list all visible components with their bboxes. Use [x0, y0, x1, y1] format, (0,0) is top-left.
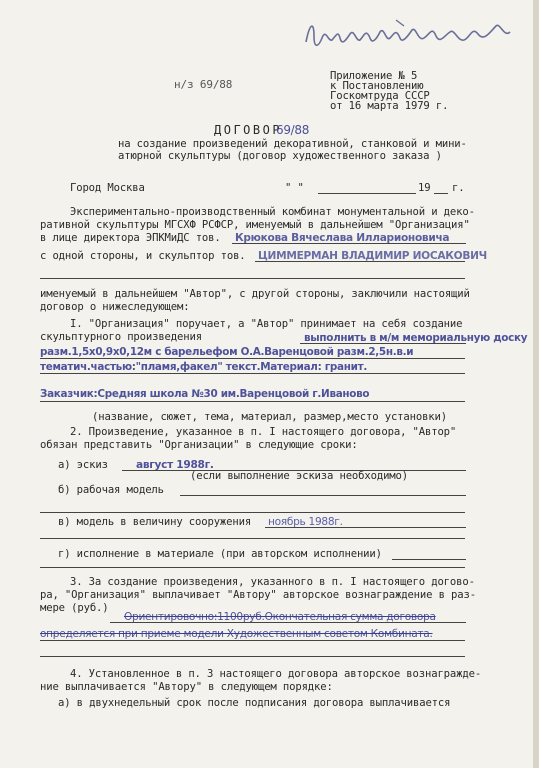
appendix-line-4: от 16 марта 1979 г. — [330, 100, 449, 112]
section-4-item-a: а) в двухнедельный срок после подписания договора выплачивается — [58, 697, 451, 709]
material-execution-line-2 — [40, 567, 465, 568]
preamble-line-5: именуемый в дальнейшем "Автор", с другой стороны, заключили настоящий — [40, 288, 470, 300]
sculptor-name: ЦИММЕРМАН ВЛАДИМИР ИОСАКОВИЧ — [258, 250, 487, 262]
section-2-line-2: обязан представить "Организации" в следующие сроки: — [40, 439, 358, 451]
section-1-caption: (название, сюжет, тема, материал, размер,место установки) — [92, 411, 447, 423]
fee-line-2 — [40, 640, 465, 641]
preamble-line-6: договор о нижеследующем: — [40, 301, 190, 313]
fee-amount-line-2: определяется при приеме модели Художественным советом Комбината. — [40, 628, 433, 640]
sculptor-line-2 — [40, 278, 465, 279]
material-execution-label: г) исполнение в материале (при авторском исполнении) — [58, 548, 382, 560]
full-size-model-line — [265, 527, 466, 528]
preamble-line-3: в лице директора ЭПКМиДС тов. — [40, 232, 221, 244]
contract-number: 69/88 — [276, 123, 310, 137]
fee-line-1 — [110, 622, 466, 623]
city-label: Город Москва — [70, 182, 145, 194]
subtitle-line-1: на создание произведений декоративной, станковой и мини- — [118, 138, 467, 150]
working-model-line-2 — [40, 512, 465, 513]
director-name: Крюкова Вячеслава Илларионовича — [235, 232, 450, 244]
fee-line-3 — [40, 656, 465, 657]
work-description-1: выполнить в м/м мемориальную доску — [304, 332, 528, 344]
year-blank-line — [434, 193, 448, 194]
work-line-2 — [40, 358, 465, 359]
sculptor-line — [255, 261, 465, 262]
full-size-model-line-2 — [40, 538, 465, 539]
material-execution-line — [392, 559, 466, 560]
work-line-3 — [40, 373, 465, 374]
reference-number: н/з 69/88 — [174, 78, 233, 91]
sketch-deadline: август 1988г. — [136, 459, 214, 471]
full-size-model-label: в) модель в величину сооружения — [58, 516, 252, 528]
date-quote: " " — [285, 182, 304, 194]
sketch-note: (если выполнение эскиза необходимо) — [190, 470, 408, 482]
work-line-1 — [300, 343, 466, 344]
date-blank-line — [318, 193, 416, 194]
section-1-label: скульптурного произведения — [40, 331, 202, 343]
handwritten-signature — [300, 12, 520, 60]
work-description-2: разм.1,5х0,9х0,12м с барельефом О.А.Варенцовой разм.2,5н.в.и — [40, 346, 414, 358]
section-3-line-2: ра, "Организация" выплачивает "Автору" авторское вознаграждение в раз- — [40, 589, 476, 601]
section-2-line-1: 2. Произведение, указанное в п. I настоящего договора, "Автор" — [70, 426, 457, 438]
appendix-line-2: к Постановлению — [330, 80, 424, 92]
fee-amount-line-1: Ориентировочно:1100руб.Окончательная сумма договора — [124, 611, 436, 623]
section-1-line-1: I. "Организация" поручает, а "Автор" принимает на себя создание — [70, 318, 463, 330]
document-title: ДОГОВОР — [214, 123, 283, 137]
work-description-4: Заказчик:Средняя школа №30 им.Варенцовой г.Иваново — [40, 388, 370, 400]
preamble-line-4: с одной стороны, и скульптор тов. — [40, 250, 246, 262]
year-suffix: г. — [452, 182, 465, 194]
appendix-line-3: Госкомтруда СССР — [330, 90, 430, 102]
director-line — [232, 243, 466, 244]
work-description-3: тематич.частью:"пламя,факел" текст.Материал: гранит. — [40, 361, 367, 373]
page-edge-shadow — [533, 0, 539, 768]
working-model-label: б) рабочая модель — [58, 484, 164, 496]
work-line-4 — [40, 401, 465, 402]
working-model-line — [180, 495, 466, 496]
appendix-line-1: Приложение № 5 — [330, 70, 418, 82]
year-prefix: 19 — [418, 182, 431, 194]
subtitle-line-2: атюрной скульптуры (договор художественного заказа ) — [118, 150, 442, 162]
preamble-line-1: Экспериментально-производственный комбинат монументальной и деко- — [70, 206, 475, 218]
full-size-model-deadline: ноябрь 1988г. — [268, 516, 343, 528]
section-3-line-1: 3. За создание произведения, указанного в п. I настоящего догово- — [70, 576, 475, 588]
sketch-label: а) эскиз — [58, 459, 108, 471]
section-4-line-1: 4. Установленное в п. 3 настоящего договора авторское вознагражде- — [70, 668, 482, 680]
section-4-line-2: ние выплачивается "Автору" в следующем порядке: — [40, 681, 333, 693]
section-3-amount-label: мере (руб.) — [40, 602, 109, 614]
preamble-line-2: ративной скульптуры МГСХФ РСФСР, именуемый в дальнейшем "Организация" — [40, 219, 470, 231]
